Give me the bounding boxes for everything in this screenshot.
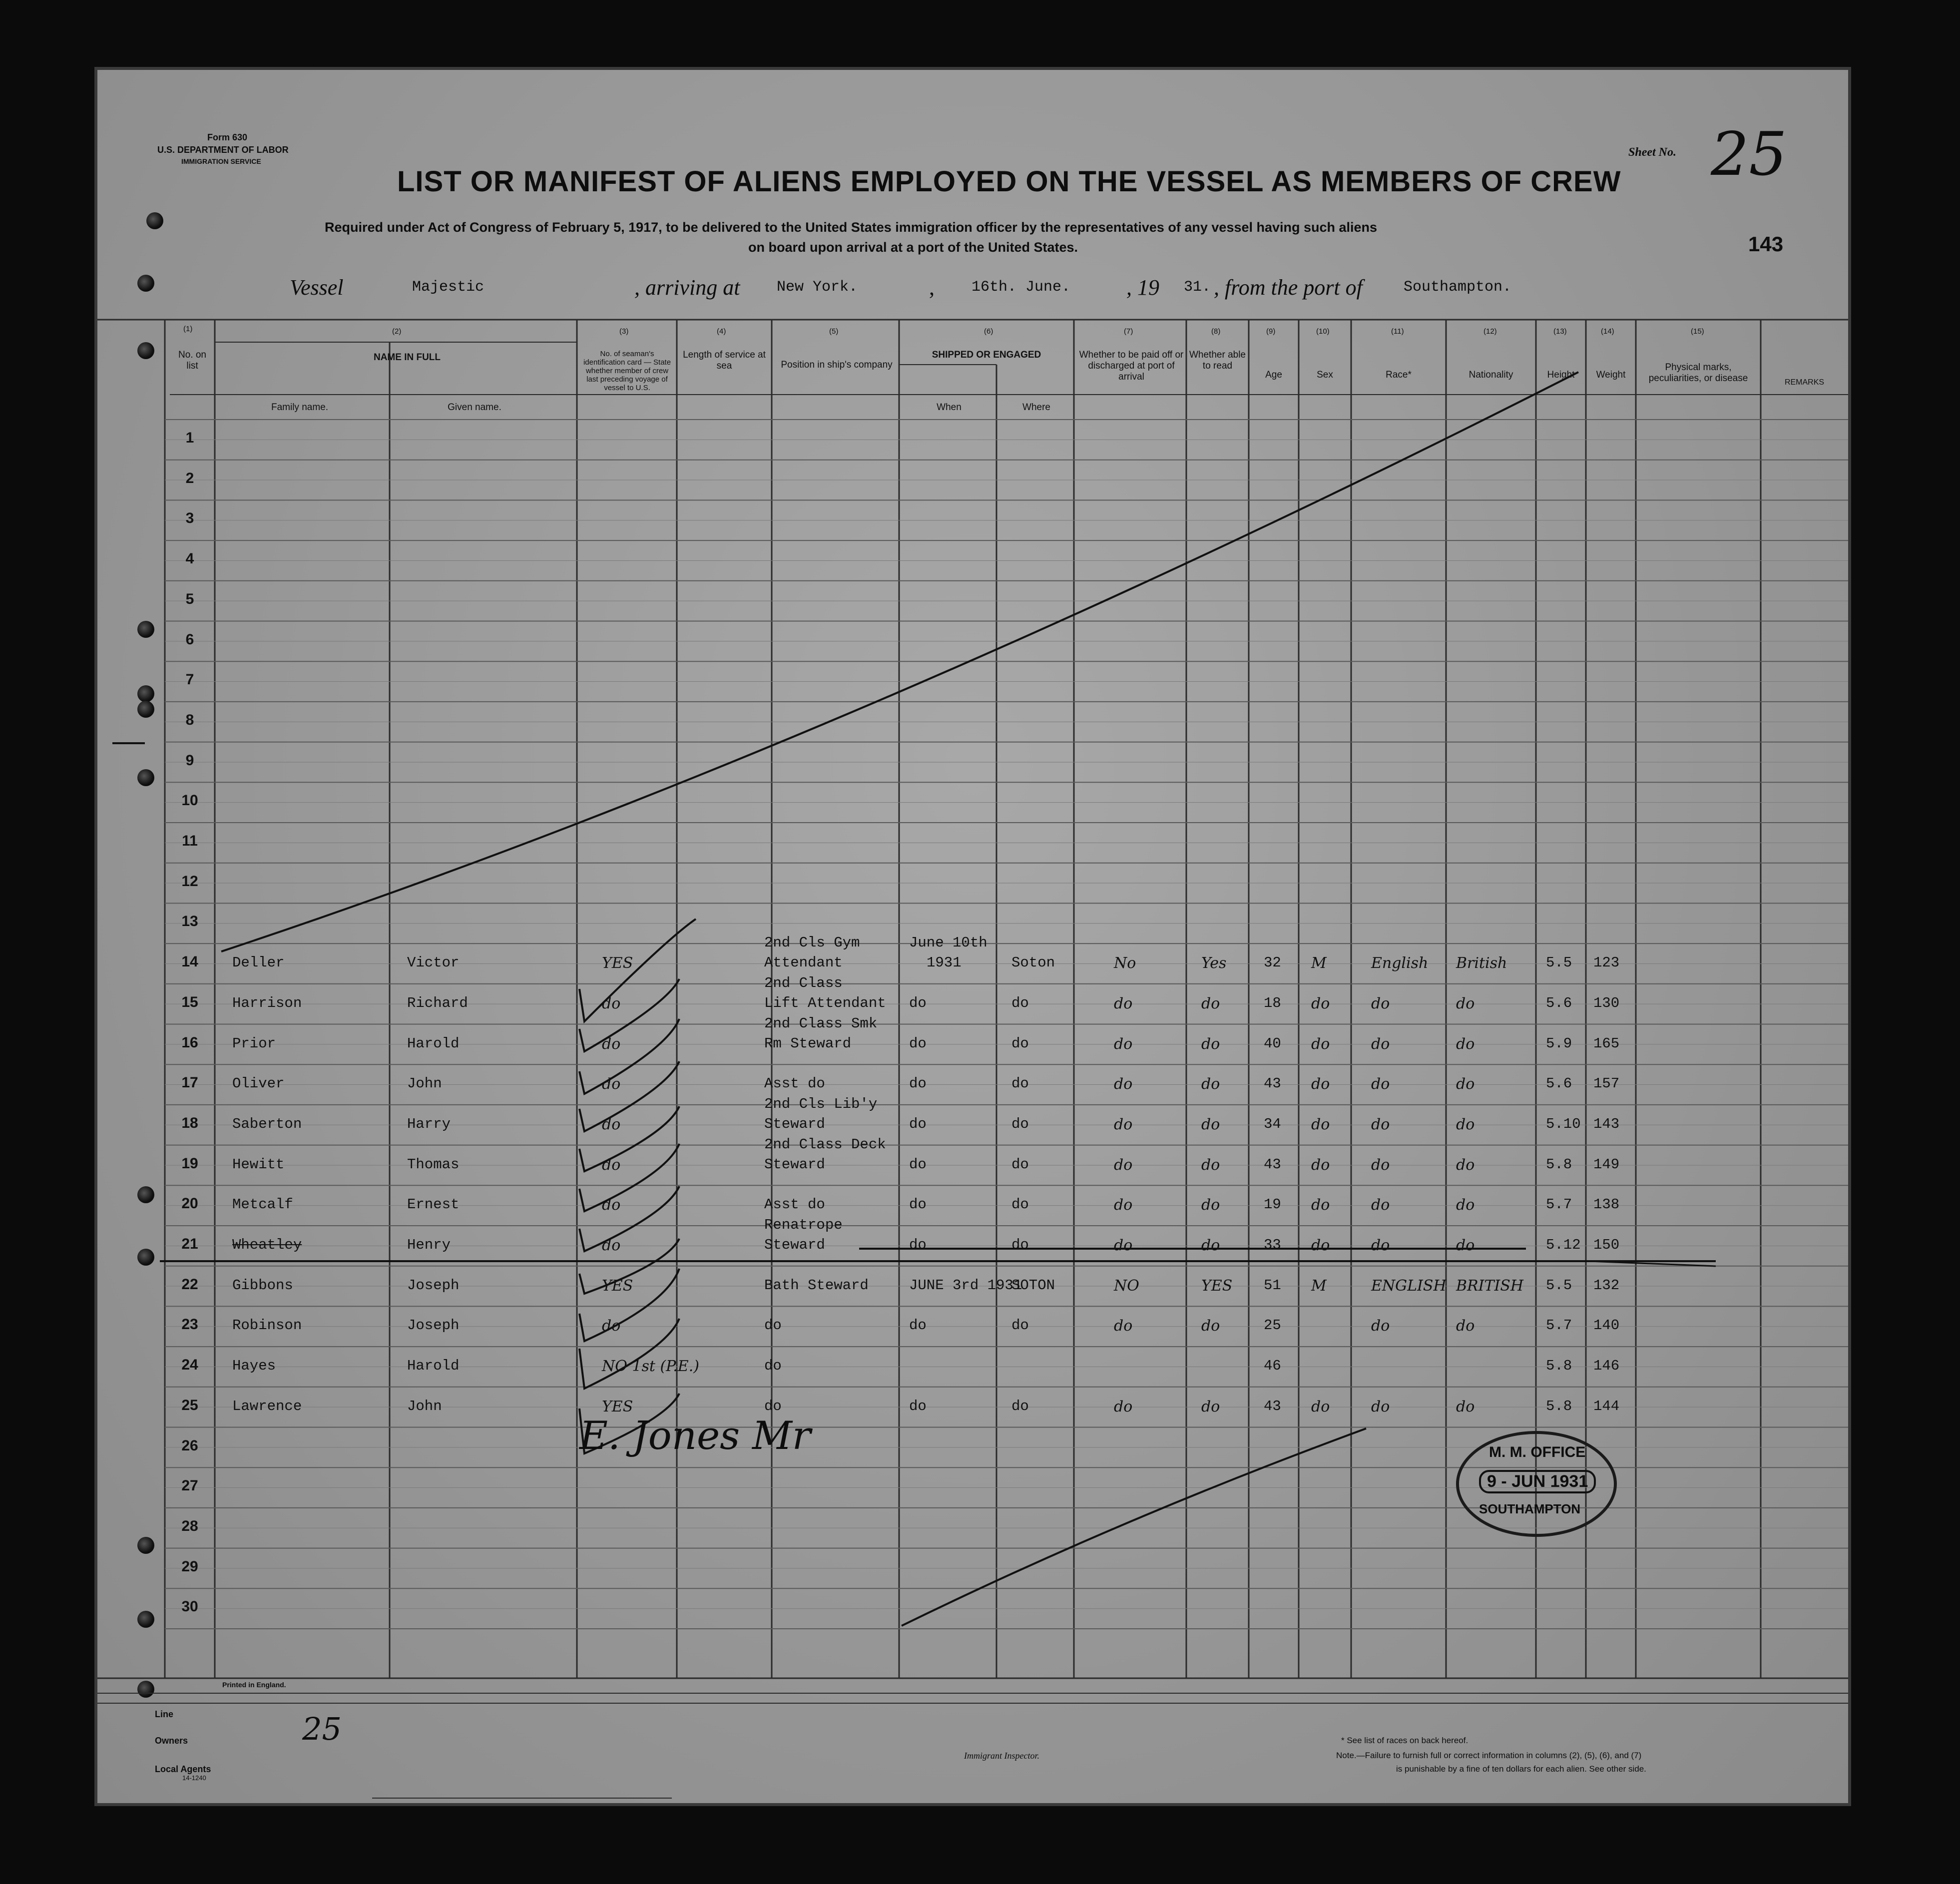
inspector-label: Immigrant Inspector. [964,1751,1039,1761]
family-name: Deller [232,954,285,971]
row-number: 8 [185,711,194,728]
row-number: 28 [181,1517,198,1534]
col-header-position: Position in ship's company [781,360,893,370]
able-to-read: do [1201,1115,1220,1133]
position-line-1: Renatrope [764,1217,843,1233]
previous-voyage: do [602,1115,621,1133]
subtitle-line-2: on board upon arrival at a port of the United States. [748,240,1078,255]
given-name: Harold [407,1358,460,1375]
row-number: 26 [181,1437,198,1454]
sex: do [1311,1196,1330,1214]
shipped-where: do [1011,1398,1029,1414]
given-name: Richard [407,994,468,1011]
nationality: BRITISH [1456,1277,1524,1295]
race: ENGLISH [1371,1277,1447,1295]
row-number: 24 [181,1357,198,1374]
row-number: 13 [181,913,198,930]
subtitle-line-1: Required under Act of Congress of February 5, 1917, to be delivered to the United States immigration officer by the representatives of any vessel having such aliens [325,220,1378,235]
age: 43 [1264,1398,1281,1414]
height: 5.6 [1546,994,1572,1011]
previous-voyage: do [602,1237,621,1254]
col-header-sex: Sex [1317,370,1333,380]
height: 5.7 [1546,1196,1572,1213]
row-number: 3 [185,510,194,527]
sex: do [1311,1398,1330,1415]
height: 5.10 [1546,1115,1581,1132]
paid-off: do [1114,1156,1133,1174]
able-to-read: YES [1201,1277,1233,1295]
family-name: Saberton [232,1115,302,1132]
weight: 146 [1593,1358,1620,1375]
line-label: Line [155,1709,174,1719]
sex: do [1311,1115,1330,1133]
race: do [1371,1075,1390,1093]
position-line-1: 2nd Cls Gym [764,935,860,951]
previous-voyage: do [602,1075,621,1093]
row-number: 17 [181,1074,198,1091]
row-number: 1 [185,430,194,446]
position-line-2: Steward [764,1237,825,1253]
paid-off: No [1114,954,1136,972]
position-line-2: Bath Steward [764,1277,869,1294]
vessel-label: Vessel [290,275,344,300]
age: 40 [1264,1035,1281,1052]
previous-voyage: do [602,994,621,1012]
paid-off: do [1114,1317,1133,1335]
paid-off: do [1114,1398,1133,1415]
department: U.S. DEPARTMENT OF LABOR [157,145,289,155]
form-number: Form 630 [207,132,248,142]
sheet-label: Sheet No. [1628,146,1676,159]
able-to-read: do [1201,1398,1220,1415]
row-number: 18 [181,1114,198,1131]
age: 43 [1264,1156,1281,1173]
col-header-paid-off: Whether to be paid off or discharged at port of arrival [1079,350,1184,382]
able-to-read: do [1201,1075,1220,1093]
shipped-where: do [1011,1115,1029,1132]
col-header-where: Where [1022,402,1050,413]
position-line-1: 2nd Class Smk [764,1015,878,1032]
position-line-2: Steward [764,1156,825,1173]
col-header-read: Whether able to read [1189,350,1246,371]
age: 32 [1264,954,1281,971]
col-header-height: Height [1547,370,1575,380]
col-header-age: Age [1265,370,1282,380]
row-number: 23 [181,1316,198,1333]
arriving-port: New York. [777,279,858,296]
height: 5.6 [1546,1075,1572,1092]
row-number: 2 [185,470,194,486]
age: 18 [1264,994,1281,1011]
weight: 130 [1593,994,1620,1011]
previous-voyage: do [602,1317,621,1335]
paid-off: do [1114,1196,1133,1214]
nationality: do [1456,1237,1475,1254]
col-header-id-card: No. of seaman's identification card — State whether member of crew last preceding voyage of vessel to U.S. [583,350,671,392]
paid-off: do [1114,1075,1133,1093]
position-line-2: Asst do [764,1196,825,1213]
race: do [1371,1115,1390,1133]
shipped-when: do [909,1035,927,1052]
row-number: 16 [181,1034,198,1051]
paid-off: NO [1114,1277,1139,1295]
weight: 143 [1593,1115,1620,1132]
height: 5.5 [1546,1277,1572,1294]
row-number: 14 [181,953,198,970]
service: IMMIGRATION SERVICE [181,157,261,165]
shipped-when: JUNE 3rd 1931 [909,1277,1022,1294]
sex: do [1311,994,1330,1012]
weight: 123 [1593,954,1620,971]
row-number: 7 [185,671,194,688]
penalty-note-2: is punishable by a fine of ten dollars for each alien. See other side. [1396,1764,1646,1774]
col-header-shipped: SHIPPED OR ENGAGED [932,350,1041,360]
sex: do [1311,1035,1330,1053]
shipped-where: do [1011,1317,1029,1334]
nationality: do [1456,1317,1475,1335]
weight: 165 [1593,1035,1620,1052]
height: 5.5 [1546,954,1572,971]
from-port-label: , from the port of [1214,275,1363,300]
row-number: 29 [181,1558,198,1575]
family-name: Wheatley [232,1237,302,1253]
shipped-where: do [1011,1075,1029,1092]
able-to-read: do [1201,1035,1220,1053]
races-note: * See list of races on back hereof. [1341,1736,1469,1745]
position-line-2: do [764,1358,782,1375]
weight: 132 [1593,1277,1620,1294]
previous-voyage: do [602,1196,621,1214]
shipped-when: do [909,1075,927,1092]
race: do [1371,1035,1390,1053]
arrival-year: 31. [1184,279,1211,296]
col-header-family: Family name. [271,402,329,413]
family-name: Oliver [232,1075,285,1092]
nationality: do [1456,1115,1475,1133]
arrival-date: 16th. June. [972,279,1071,296]
age: 33 [1264,1237,1281,1253]
row-number: 25 [181,1397,198,1413]
position-line-2: Rm Steward [764,1035,852,1052]
race: English [1371,954,1429,972]
handwritten-25: 25 [302,1711,342,1747]
shipped-where: do [1011,994,1029,1011]
weight: 140 [1593,1317,1620,1334]
able-to-read: do [1201,1317,1220,1335]
sex: do [1311,1237,1330,1254]
manifest-page: Form 630 U.S. DEPARTMENT OF LABOR IMMIGRATION SERVICE LIST OR MANIFEST OF ALIENS EMPLOYED ON THE VESSEL AS MEMBERS OF CREW Required under Act of Congress of February 5, 1917, to be delivered to the United States immigration officer by the representatives of any vessel having such aliens on board upon arrival at a port of the United States. Sheet No. 25 143 Vessel Majestic , arriving at New York. , 16th. June. , 19 31. , from the port of Southampton. (1) No. on list (2) NAME IN FULL Family name. Given name. (3) No. of seaman's identification card — State whether member of crew last preceding voyage of vessel to U.S. (4) Length of service at sea (5) Position in ship's company (6) SHIPPED OR ENGAGED When Where (7) Whether to be paid off or discharged at port of arrival (8) Whether able to read (9) Age (10) Sex (11) Race* (12) Nationality (13) Height (14) Weight (15) Physical marks, peculiarities, or disease REMARKS 1 2 3 4 5 6 7 8 9 10 11 12 13 14 15 16 17 18 19 20 21 22 23 24 25 26 27 28 29 30 Deller Victor YES 2nd Cls Gym Attendant June 10th Soton No Yes 32 M English British 5.5 123 1931 Harrison Richard do 2nd Class Lift Attendant do do do do 18 do do do 5.6 130 Prior Harold do 2nd Class Smk Rm Steward do do do do 40 do do do 5.9 165 Oliver John do Asst do do do do do 43 do do do 5.6 157 Saberton Harry do 2nd Cls Lib'y Steward do do do do 34 do do do 5.10 143 Hewitt Thomas do 2nd Class Deck Steward do do do do 43 do do do 5.8 149 Metcalf Ernest do Asst do do do do do 19 do do do 5.7 138 Wheatley Henry do Renatrope Steward do do do do 33 do do do 5.12 150 Gibbons Joseph YES Bath Steward JUNE 3rd 1931 SOTON NO YES 51 M ENGLISH BRITISH 5.5 132 Robinson Joseph do do do do do do 25 do do 5.7 140 Hayes Harold NO 1st (P.E.) do 46 5.8 146 Lawrence John YES do do do do do 43 do do do 5.8 144 M. M. OFFICE 9 - JUN 1931 SOUTHAMPTON E. Jones Mr Printed in England. Line Owners Local Agents 14-1240 25 Immigrant Inspector. * See list of races on back hereof. Note.—Failure to furnish full or correct information in columns (2), (5), (6), and (7) is punishable by a fine of ten dollars for each alien. See other side. [97,70,1848,1803]
race: do [1371,1317,1390,1335]
shipped-where: do [1011,1237,1029,1253]
height: 5.7 [1546,1317,1572,1334]
position-line-2: do [764,1317,782,1334]
shipped-when: do [909,994,927,1011]
page-number: 143 [1748,232,1784,256]
weight: 150 [1593,1237,1620,1253]
weight: 144 [1593,1398,1620,1414]
family-name: Harrison [232,994,302,1011]
shipped-where: do [1011,1156,1029,1173]
given-name: Joseph [407,1277,460,1294]
age: 19 [1264,1196,1281,1213]
previous-voyage: do [602,1035,621,1053]
race: do [1371,1237,1390,1254]
sex: M [1311,1277,1327,1295]
height: 5.8 [1546,1156,1572,1173]
col-header-given: Given name. [448,402,501,413]
weight: 138 [1593,1196,1620,1213]
given-name: Ernest [407,1196,460,1213]
row-number: 5 [185,590,194,607]
agent-code: 14-1240 [182,1774,206,1782]
height: 5.9 [1546,1035,1572,1052]
nationality: do [1456,1075,1475,1093]
age: 43 [1264,1075,1281,1092]
race: do [1371,1156,1390,1174]
row-number: 15 [181,993,198,1010]
printed-in: Printed in England. [222,1681,286,1689]
given-name: Joseph [407,1317,460,1334]
shipped-year: 1931 [927,954,962,971]
height: 5.8 [1546,1358,1572,1375]
sex: do [1311,1075,1330,1093]
given-name: Henry [407,1237,451,1253]
sheet-number: 25 [1711,120,1787,189]
race: do [1371,1398,1390,1415]
col-header-weight: Weight [1596,370,1626,380]
age: 34 [1264,1115,1281,1132]
year-prefix: , 19 [1126,275,1159,300]
previous-voyage: do [602,1156,621,1174]
able-to-read: do [1201,994,1220,1012]
shipped-where: do [1011,1035,1029,1052]
age: 51 [1264,1277,1281,1294]
able-to-read: do [1201,1196,1220,1214]
position-line-2: do [764,1398,782,1414]
row-number: 20 [181,1195,198,1212]
nationality: do [1456,1398,1475,1415]
row-number: 30 [181,1598,198,1615]
page-title: LIST OR MANIFEST OF ALIENS EMPLOYED ON THE VESSEL AS MEMBERS OF CREW [397,165,1621,198]
sex: M [1311,954,1327,972]
able-to-read: do [1201,1237,1220,1254]
nationality: do [1456,1035,1475,1053]
row-number: 10 [181,792,198,809]
given-name: John [407,1398,442,1414]
shipped-when: do [909,1317,927,1334]
departure-port: Southampton. [1404,279,1512,296]
shipped-when: June 10th [909,935,987,951]
weight: 157 [1593,1075,1620,1092]
shipped-when: do [909,1115,927,1132]
family-name: Metcalf [232,1196,293,1213]
arriving-label: , arriving at [634,275,740,300]
previous-voyage: YES [602,1398,633,1415]
family-name: Gibbons [232,1277,293,1294]
shipped-when: do [909,1398,927,1414]
given-name: Harold [407,1035,460,1052]
family-name: Robinson [232,1317,302,1334]
col-header-service: Length of service at sea [683,350,766,371]
local-agents-label: Local Agents [155,1764,211,1774]
family-name: Lawrence [232,1398,302,1414]
given-name: Thomas [407,1156,460,1173]
position-line-2: Lift Attendant [764,994,886,1011]
paid-off: do [1114,994,1133,1012]
shipped-where: Soton [1011,954,1055,971]
given-name: John [407,1075,442,1092]
previous-voyage: YES [602,1277,633,1295]
row-number: 19 [181,1155,198,1172]
col-header-name: NAME IN FULL [373,352,441,363]
row-number: 6 [185,631,194,648]
age: 25 [1264,1317,1281,1334]
family-name: Hewitt [232,1156,285,1173]
position-line-2: Attendant [764,954,843,971]
race: do [1371,1196,1390,1214]
given-name: Harry [407,1115,451,1132]
previous-voyage: NO 1st (P.E.) [602,1358,699,1376]
position-line-1: 2nd Class Deck [764,1136,886,1153]
age: 46 [1264,1358,1281,1375]
row-number: 12 [181,873,198,890]
able-to-read: do [1201,1156,1220,1174]
race: do [1371,994,1390,1012]
shipped-when: do [909,1196,927,1213]
col-header-no: No. on list [178,350,206,371]
row-number: 27 [181,1477,198,1494]
shipped-where: do [1011,1196,1029,1213]
shipped-when: do [909,1156,927,1173]
height: 5.12 [1546,1237,1581,1253]
row-number: 9 [185,752,194,769]
penalty-note-1: Note.—Failure to furnish full or correct information in columns (2), (5), (6), and (7) [1336,1751,1642,1760]
row-number: 22 [181,1276,198,1293]
col-header-remarks: REMARKS [1784,378,1825,387]
able-to-read: Yes [1201,954,1227,972]
weight: 149 [1593,1156,1620,1173]
given-name: Victor [407,954,460,971]
mm-office-stamp: M. M. OFFICE 9 - JUN 1931 SOUTHAMPTON [1456,1431,1617,1537]
col-header-nationality: Nationality [1469,370,1513,380]
position-line-1: 2nd Cls Lib'y [764,1095,878,1112]
position-line-2: Steward [764,1115,825,1132]
sex: do [1311,1156,1330,1174]
position-line-2: Asst do [764,1075,825,1092]
nationality: British [1456,954,1507,972]
col-header-when: When [937,402,962,413]
owners-label: Owners [155,1736,188,1746]
paid-off: do [1114,1237,1133,1254]
col-header-race: Race* [1386,370,1412,380]
family-name: Prior [232,1035,276,1052]
nationality: do [1456,1196,1475,1214]
row-number: 21 [181,1236,198,1252]
col-header-physical: Physical marks, peculiarities, or disease [1648,362,1748,384]
position-line-1: 2nd Class [764,974,843,991]
row-number: 11 [182,833,198,849]
row-number: 4 [185,550,194,567]
family-name: Hayes [232,1358,276,1375]
height: 5.8 [1546,1398,1572,1414]
vessel-name: Majestic [412,279,485,296]
previous-voyage: YES [602,954,633,972]
nationality: do [1456,994,1475,1012]
signature: E. Jones Mr [579,1413,811,1458]
shipped-when: do [909,1237,927,1253]
paid-off: do [1114,1115,1133,1133]
nationality: do [1456,1156,1475,1174]
paid-off: do [1114,1035,1133,1053]
shipped-where: SOTON [1011,1277,1055,1294]
